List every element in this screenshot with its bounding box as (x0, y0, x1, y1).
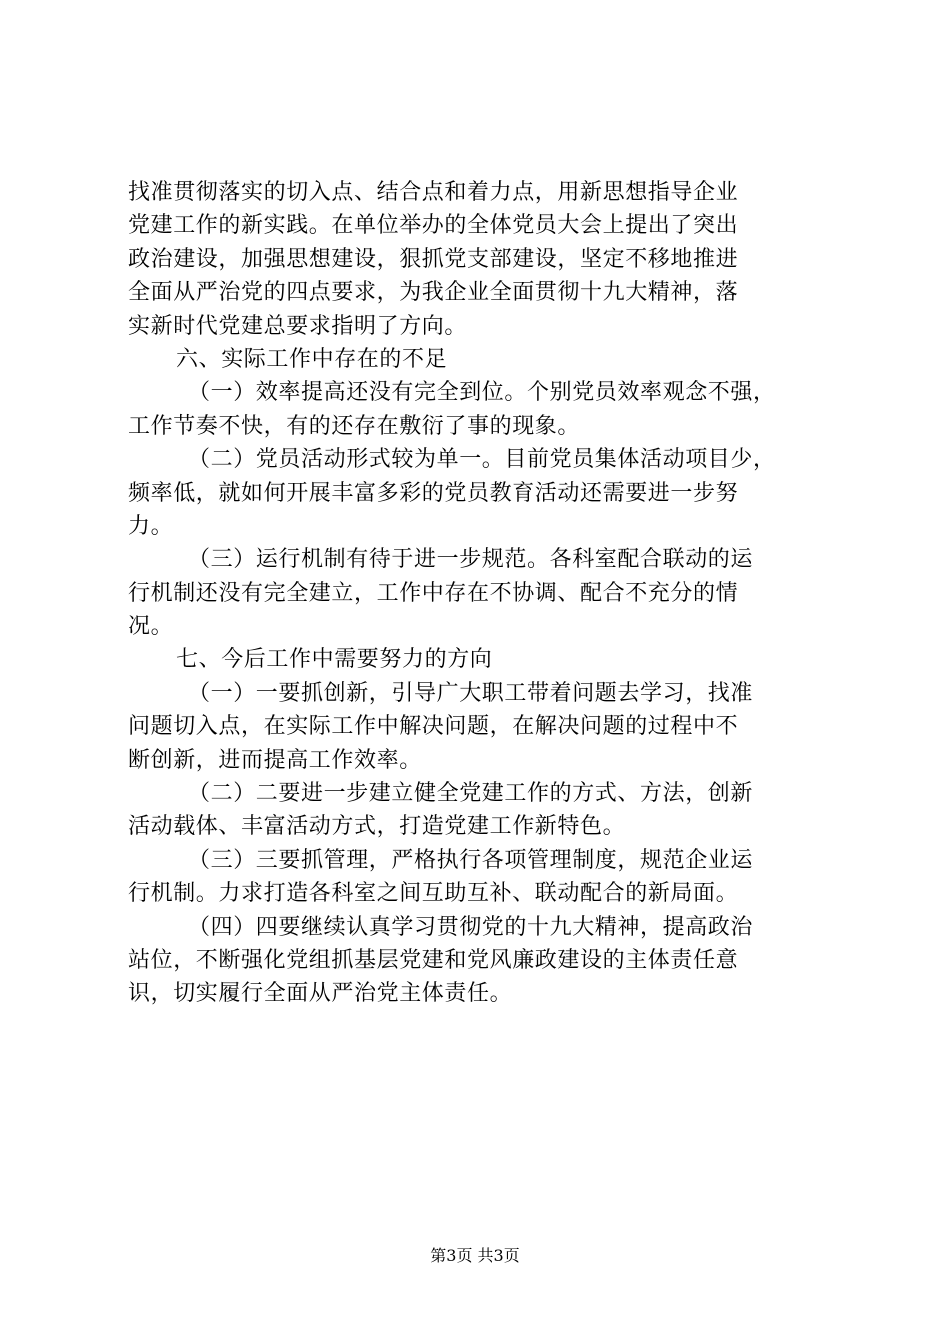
text-line: （一）一要抓创新，引导广大职工带着问题去学习，找准 (188, 680, 754, 706)
text-line: 工作节奏不快，有的还存在敷衍了事的现象。 (128, 413, 581, 439)
text-line: 断创新，进而提高工作效率。 (128, 747, 422, 773)
text-line: 活动载体、丰富活动方式，打造党建工作新特色。 (128, 814, 626, 840)
text-line: 党建工作的新实践。在单位举办的全体党员大会上提出了突出 (128, 213, 739, 239)
text-line: 频率低，就如何开展丰富多彩的党员教育活动还需要进一步努 (128, 480, 739, 506)
text-line: 识，切实履行全面从严治党主体责任。 (128, 981, 513, 1007)
text-line: 全面从严治党的四点要求，为我企业全面贯彻十九大精神，落 (128, 280, 739, 306)
text-line: 行机制还没有完全建立，工作中存在不协调、配合不充分的情 (128, 580, 739, 606)
text-line: （四）四要继续认真学习贯彻党的十九大精神，提高政治 (188, 914, 754, 940)
text-line: （三）三要抓管理，严格执行各项管理制度，规范企业运 (188, 847, 754, 873)
text-line: 问题切入点，在实际工作中解决问题，在解决问题的过程中不 (128, 714, 739, 740)
section-heading-seven: 七、今后工作中需要努力的方向 (176, 647, 493, 673)
text-line: 实新时代党建总要求指明了方向。 (128, 313, 468, 339)
text-line: （二）党员活动形式较为单一。目前党员集体活动项目少， (188, 447, 776, 473)
text-line: 力。 (128, 513, 174, 539)
text-line: 政治建设，加强思想建设，狠抓党支部建设，坚定不移地推进 (128, 246, 739, 272)
text-line: （一）效率提高还没有完全到位。个别党员效率观念不强， (188, 380, 776, 406)
text-line: 况。 (128, 614, 174, 640)
document-body (128, 176, 828, 1011)
text-line: 站位，不断强化党组抓基层党建和党风廉政建设的主体责任意 (128, 947, 739, 973)
text-line: （三）运行机制有待于进一步规范。各科室配合联动的运 (188, 547, 754, 573)
text-line: 行机制。力求打造各科室之间互助互补、联动配合的新局面。 (128, 881, 739, 907)
text-line: （二）二要进一步建立健全党建工作的方式、方法，创新 (188, 781, 754, 807)
page-number-footer: 第3页 共3页 (430, 1246, 520, 1265)
text-line: 找准贯彻落实的切入点、结合点和着力点，用新思想指导企业 (128, 180, 739, 205)
section-heading-six: 六、实际工作中存在的不足 (176, 346, 448, 372)
document-text (128, 176, 828, 1011)
